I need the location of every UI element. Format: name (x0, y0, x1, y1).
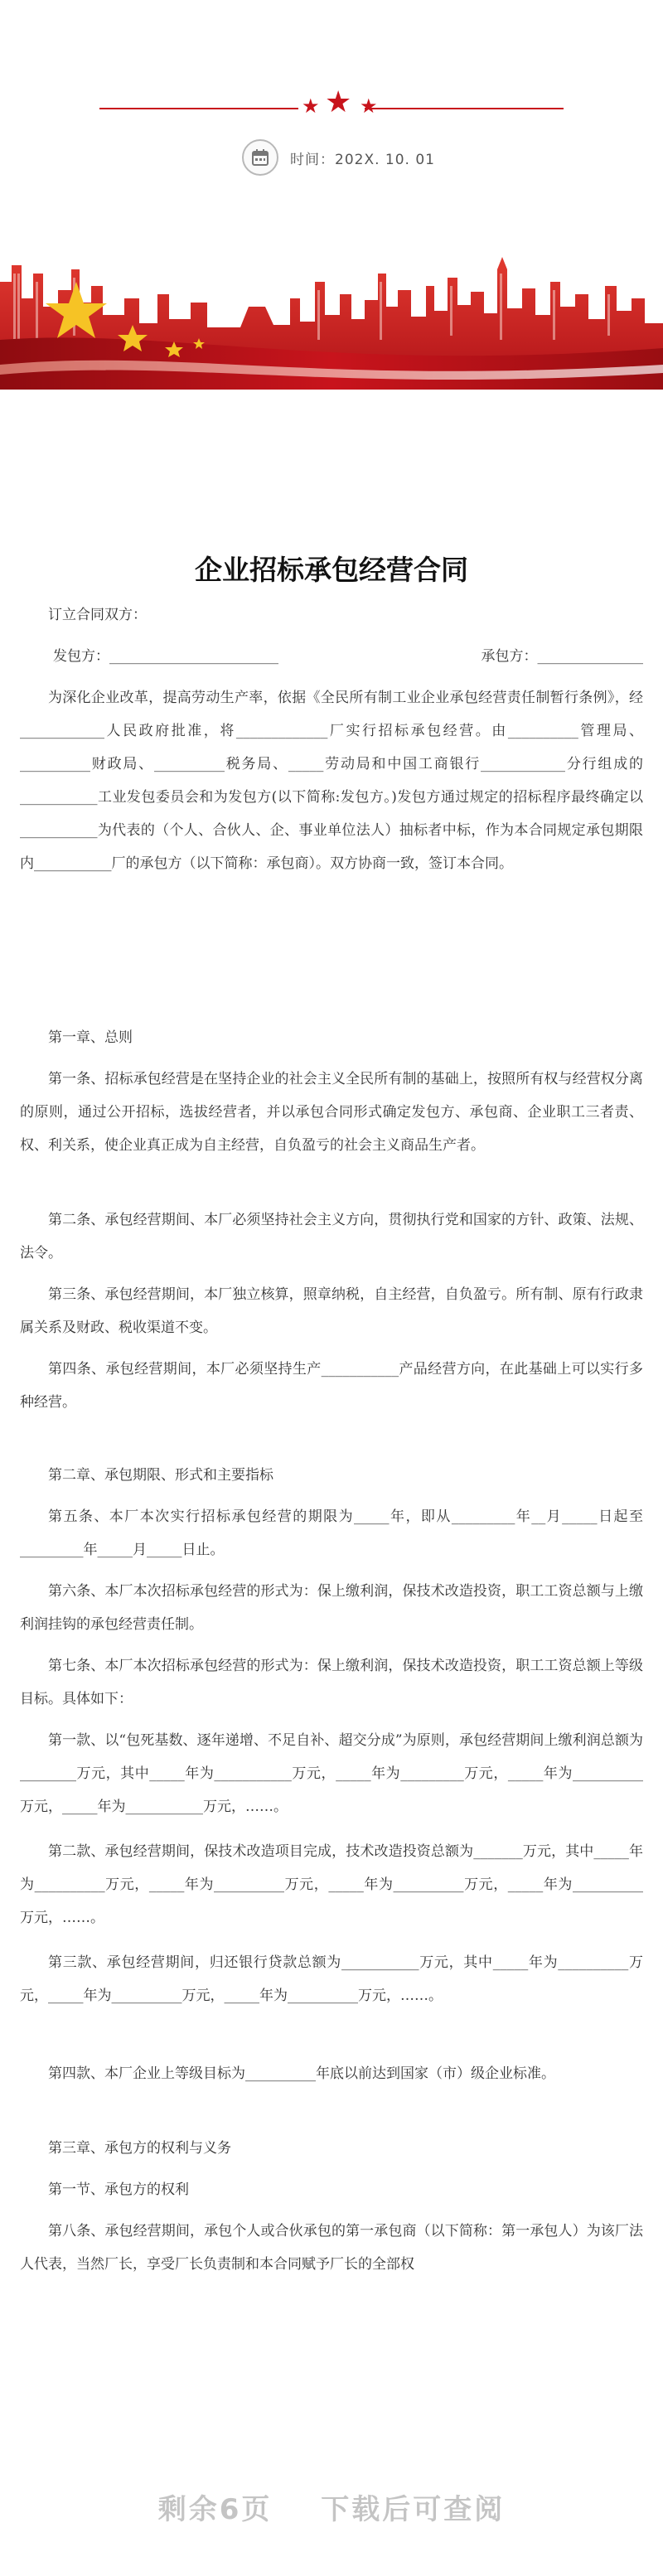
download-prompt[interactable] (0, 2486, 663, 2527)
decorative-line-left (99, 108, 298, 109)
contractor-field: 承包方：_______________ (481, 648, 643, 665)
article-paragraph: 第二条、承包经营期间、本厂必须坚持社会主义方向，贯彻执行党和国家的方针、政策、法规、法令。 (20, 1212, 643, 1261)
article-paragraph: 第八条、承包经营期间，承包个人或合伙承包的第一承包商（以下简称：第一承包人）为该厂法人代表，当然厂长，享受厂长负责制和本合同赋予厂长的全部权 (20, 2223, 643, 2273)
chapter-heading: 第二章、承包期限、形式和主要指标 (48, 1467, 273, 1484)
chapter-heading: 第一章、总则 (48, 1029, 133, 1046)
article-paragraph: 第三条、承包经营期间，本厂独立核算，照章纳税，自主经营，自负盈亏。所有制、原有行政隶属关系及财政、税收渠道不变。 (20, 1286, 643, 1336)
article-paragraph: 第五条、本厂本次实行招标承包经营的期限为_____年，即从_________年__月_____日起至_________年_____月_____日止。 (20, 1508, 643, 1558)
employer-field: 发包方：________________________ (53, 648, 278, 665)
section-heading: 第一节、承包方的权利 (48, 2181, 189, 2198)
clause-paragraph: 第四款、本厂企业上等级目标为__________年底以前达到国家（市）级企业标准。 (48, 2065, 555, 2082)
calendar-icon (242, 139, 278, 176)
city-skyline-illustration (0, 249, 663, 390)
star-icon: ★ (325, 85, 352, 119)
time-label: 时间：202X. 10. 01 (290, 151, 435, 168)
clause-paragraph: 第二款、承包经营期间，保技术改造项目完成，技术改造投资总额为_______万元，其中_____年为__________万元，_____年为__________万元，_____年为__________万元，_____年为__________万元，……。 (20, 1843, 643, 1926)
preamble-paragraph: 为深化企业改革，提高劳动生产率，依据《全民所有制工业企业承包经营责任制暂行条例》，经____________人民政府批准，将_____________厂实行招标承包经营。由__________管理局、__________财政局、__________税务局、_____劳动局和中国工商银行____________分行组成的___________工业发包委员会和为发包方(以下简称:发包方。)发包方通过规定的招标程序最终确定以___________为代表的（个人、合伙人、企、事业单位法人）抽标者中标，作为本合同规定承包期限内___________厂的承包方（以下简称：承包商）。双方协商一致，签订本合同。 (20, 690, 643, 872)
decorative-line-right (365, 108, 564, 109)
remaining-pages-label[interactable]: 剩余6页 (157, 2493, 273, 2526)
header-banner (0, 0, 663, 390)
publish-time (242, 139, 435, 176)
star-icon: ★ (302, 94, 320, 118)
clause-paragraph: 第三款、承包经营期间，归还银行贷款总额为___________万元，其中_____年为__________万元，_____年为__________万元，_____年为__________万元，……。 (20, 1954, 643, 2004)
article-paragraph: 第四条、承包经营期间，本厂必须坚持生产___________产品经营方向，在此基础上可以实行多种经营。 (20, 1361, 643, 1411)
article-paragraph: 第一条、招标承包经营是在坚持企业的社会主义全民所有制的基础上，按照所有权与经营权分离的原则，通过公开招标，选拔经营者，并以承包合同形式确定发包方、承包商、企业职工三者责、权、利关系，使企业真正成为自主经营，自负盈亏的社会主义商品生产者。 (20, 1071, 643, 1154)
contract-parties-label: 订立合同双方： (48, 607, 147, 623)
chapter-heading: 第三章、承包方的权利与义务 (48, 2140, 231, 2157)
content-fade-overlay (0, 2346, 663, 2453)
article-paragraph: 第六条、本厂本次招标承包经营的形式为：保上缴利润，保技术改造投资，职工工资总额与上缴利润挂钩的承包经营责任制。 (20, 1583, 643, 1633)
clause-paragraph: 第一款、以“包死基数、逐年递增、不足自补、超交分成”为原则，承包经营期间上缴利润总额为________万元，其中_____年为___________万元，_____年为_________万元，_____年为__________万元，_____年为___________万元，……。 (20, 1732, 643, 1815)
article-paragraph: 第七条、本厂本次招标承包经营的形式为：保上缴利润，保技术改造投资，职工工资总额上等级目标。具体如下： (20, 1658, 643, 1707)
star-icon: ★ (360, 94, 378, 118)
download-hint-label[interactable]: 下载后可查阅 (321, 2493, 506, 2526)
document-title: 企业招标承包经营合同 (195, 554, 468, 586)
